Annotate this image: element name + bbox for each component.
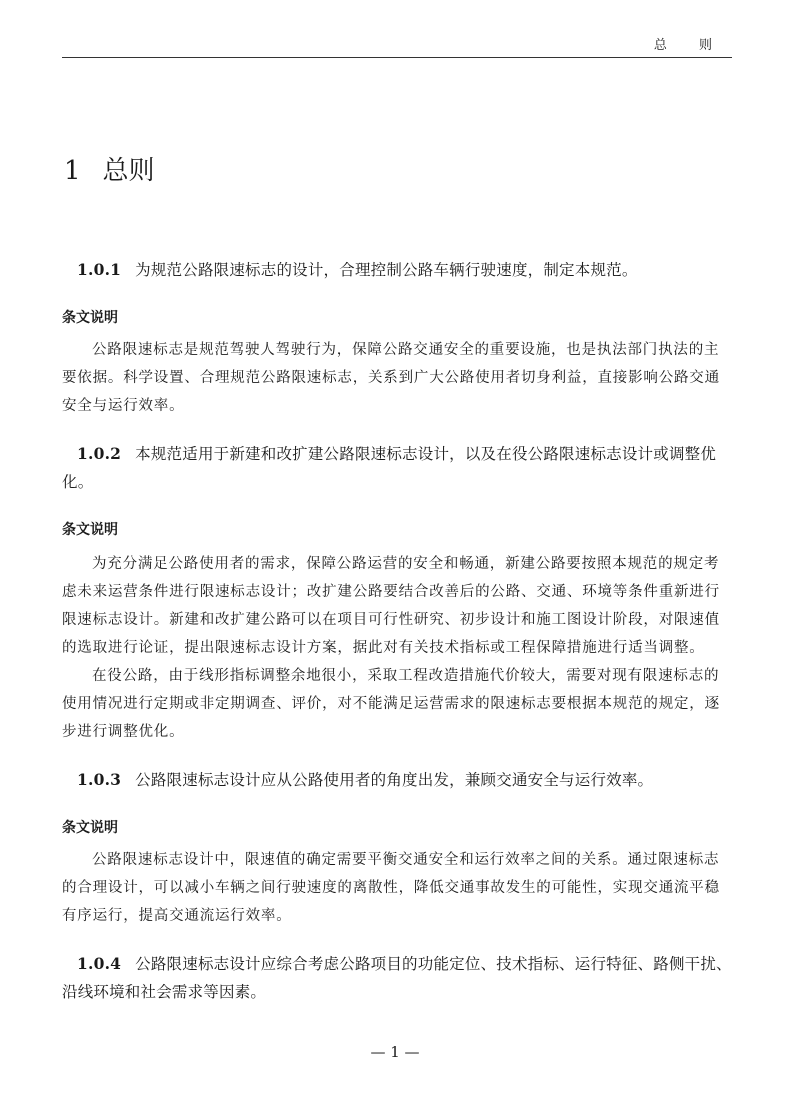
note-paragraph: 在役公路，由于线形指标调整余地很小，采取工程改造措施代价较大，需要对现有限速标志的使用情况进行定期或非定期调查、评价，对不能满足运营需求的限速标志要根据本规范的规定，逐步进行调整优化。	[62, 668, 720, 740]
note-paragraph: 为充分满足公路使用者的需求，保障公路运营的安全和畅通，新建公路要按照本规范的规定考虑未来运营条件进行限速标志设计；改扩建公路要结合改善后的公路、交通、环境等条件重新进行限速标志设计。新建和改扩建公路可以在项目可行性研究、初步设计和施工图设计阶段，对限速值的选取进行论证，提出限速标志设计方案，据此对有关技术指标或工程保障措施进行适当调整。	[62, 556, 720, 656]
clause-1-0-4	[62, 950, 732, 1006]
chapter-title-text: 总则	[102, 156, 155, 186]
chapter-title	[64, 150, 155, 187]
clause-number: 1.0.2	[77, 444, 122, 463]
page-number: — 1 —	[370, 1043, 420, 1061]
clause-text: 公路限速标志设计应从公路使用者的角度出发，兼顾交通安全与运行效率。	[135, 771, 654, 789]
clause-1-0-2	[62, 440, 732, 496]
clause-1-0-1	[62, 256, 732, 284]
clause-text: 为规范公路限速标志的设计，合理控制公路车辆行驶速度，制定本规范。	[135, 261, 638, 279]
clause-number: 1.0.1	[77, 260, 122, 279]
running-header: 总 则	[653, 38, 726, 53]
note-heading: 条文说明	[62, 820, 118, 836]
clause-number: 1.0.3	[77, 770, 122, 789]
page-content	[62, 256, 732, 1006]
chapter-number: 1	[64, 156, 81, 186]
note-paragraph: 公路限速标志是规范驾驶人驾驶行为，保障公路交通安全的重要设施，也是执法部门执法的主要依据。科学设置、合理规范公路限速标志，关系到广大公路使用者切身利益，直接影响公路交通安全与运行效率。	[62, 342, 720, 414]
clause-1-0-3	[62, 766, 732, 794]
note-paragraph: 公路限速标志设计中，限速值的确定需要平衡交通安全和运行效率之间的关系。通过限速标志的合理设计，可以减小车辆之间行驶速度的离散性，降低交通事故发生的可能性，实现交通流平稳有序运行，提高交通流运行效率。	[62, 852, 720, 924]
note-heading: 条文说明	[62, 522, 118, 538]
clause-text: 公路限速标志设计应综合考虑公路项目的功能定位、技术指标、运行特征、路侧干扰、沿线环境和社会需求等因素。	[62, 955, 732, 1001]
clause-text: 本规范适用于新建和改扩建公路限速标志设计，以及在役公路限速标志设计或调整优化。	[62, 445, 717, 491]
note-heading: 条文说明	[62, 310, 118, 326]
header-rule	[62, 57, 732, 58]
clause-number: 1.0.4	[77, 954, 122, 973]
